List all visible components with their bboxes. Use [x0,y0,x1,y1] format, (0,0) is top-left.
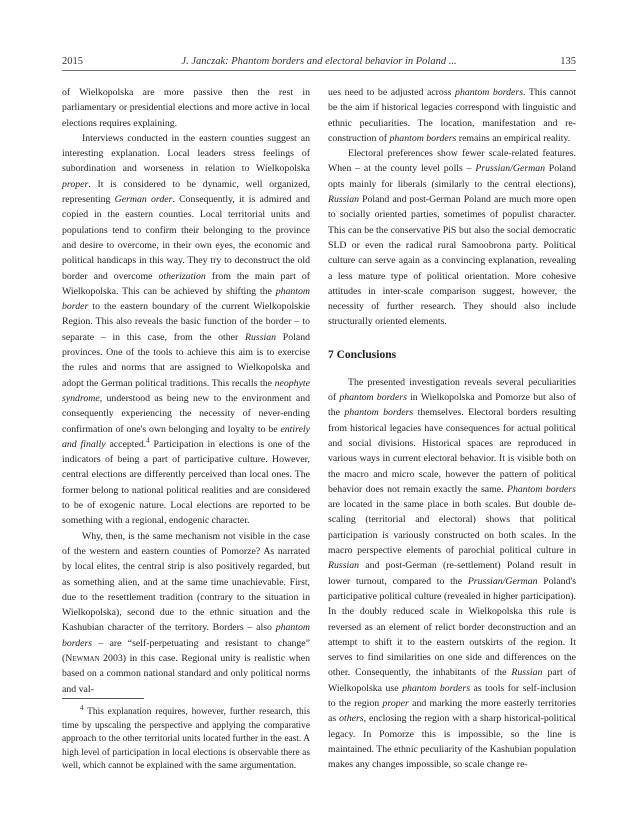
running-title: J. Janczak: Phantom borders and electoral behavior in Poland ... [181,56,457,67]
right-column [328,85,576,772]
paragraph: ues need to be adjusted across phantom borders. This cannot be the aim if historical legacies correspond with linguistic and ethnic peculiarities. The location, manifestation and re-construction of phantom borders remains an empirical reality. [328,87,577,144]
section-heading: 7 Conclusions [328,348,397,361]
footnote-separator [62,698,144,699]
paragraph: Electoral preferences show fewer scale-related features. When – at the county level polls – Prussian/German Poland opts mainly for liberals (similarly to the central elections), Russian Poland and post-German Poland are much more open to socially oriented parties, sometimes of populist character. This can be the conservative PiS but also the social democratic SLD or even the radical rural Samoobrona party. Political culture can serve again as a convincing explanation, revealing a less mature type of political orientation. More cohesive attitudes in inter-scale comparison suggest, however, the necessity of further research. They should also include structurally oriented elements. [328,148,577,328]
paragraph: Interviews conducted in the eastern counties suggest an interesting explanation. Local leaders stress feelings of subordination and worseness in relation to Wielkopolska proper. It is considered to be dynamic, well organized, representing German order. Consequently, it is admired and copied in the eastern counties. Local territorial units and populations tend to confirm their belonging to the province and desire to overcome, in their own eyes, the economic and political handicaps in this way. They try to deconstruct the old border and overcome otherization from the main part of Wielkopolska. This can be achieved by shifting the phantom border to the eastern boundary of the current Wielkopolskie Region. This also reveals the basic function of the border – to separate – in this case, from the other Russian Poland provinces. One of the tools to achieve this aim is to exercise the rules and norms that are assigned to Wielkopolska and adopt the German political traditions. This recalls the neophyte syndrome, understood as being new to the environment and consequently experiencing the necessity of never-ending confirmation of one's own belonging and loyalty to be entirely and finally accepted.$^4$ Participation in elections is one of the indicators of being a part of participative culture. However, central elections are differently perceived than local ones. The former belong to national political realities and are considered to be of exogenic nature. Local elections are reported to be something with a regional, endogenic character. [62,132,311,527]
left-column [62,85,310,697]
page-number: 135 [560,56,576,67]
paragraph: The presented investigation reveals several peculiarities of phantom borders in Wielkopolska and Pomorze but also of the phantom borders themselves. Electoral borders resulting from historical legacies have consequences for actual political and social divisions. Historical spaces are reproduced in various ways in current electoral behavior. It is visible both on the macro and micro scale, however the pattern of political behavior does not remain exactly the same. Phantom borders are located in the same place in both scales. But double de-scaling (territorial and electoral) shows that political participation is variously constructed on both scales. In the macro perspective elements of parochial political culture in Russian and post-German (re-settlement) Poland result in lower turnout, compared to the Prussian/German Poland's participative political culture (revealed in higher participation). In the doubly reduced scale in Wielkopolska this rule is reversed as an element of relict border deconstruction and an attempt to shift it to the eastern outskirts of the region. It serves to find similarities on one side and differences on the other. Consequently, the inhabitants of the Russian part of Wielkopolska use phantom borders as tools for self-inclusion to the region proper and marking the more easterly territories as others, enclosing the region with a sharp historical-political legacy. In Pomorze this is impossible, so the line is maintained. The ethnic peculiarity of the Kashubian population makes any changes impossible, so scale change re- [328,376,577,771]
paragraph: Why, then, is the same mechanism not visible in the case of the western and eastern counties of Pomorze? As narrated by local elites, the central strip is also positively regarded, but as something alien, and at the same time unachievable. First, due to the resettlement tradition (contrary to the situation in Wielkopolska), second due to the ethnic situation and the Kashubian character of the territory. Borders – also phantom borders – are “self-perpetuating and resistant to change” (Newman 2003) in this case. Regional unity is realistic when based on a common national standard and only political norms and val- [62,530,310,695]
footnote-reference[interactable]: 4 [146,436,150,445]
footnote-mark: 4 [80,703,84,712]
footnote [62,703,310,774]
running-header [62,56,576,71]
paragraph: of Wielkopolska are more passive then the rest in parliamentary or presidential elections and more active in local elections requires explaining. [62,87,310,129]
citation-author: Newman [65,652,100,664]
journal-year: 2015 [62,56,83,67]
footnote-text: This explanation requires, however, further research, this time by upscaling the perspective and applying the comparative approach to the other territorial units located further in the east. A high level of participation in local elections is observable there as well, which cannot be explained with the same argumentation. [62,707,310,772]
